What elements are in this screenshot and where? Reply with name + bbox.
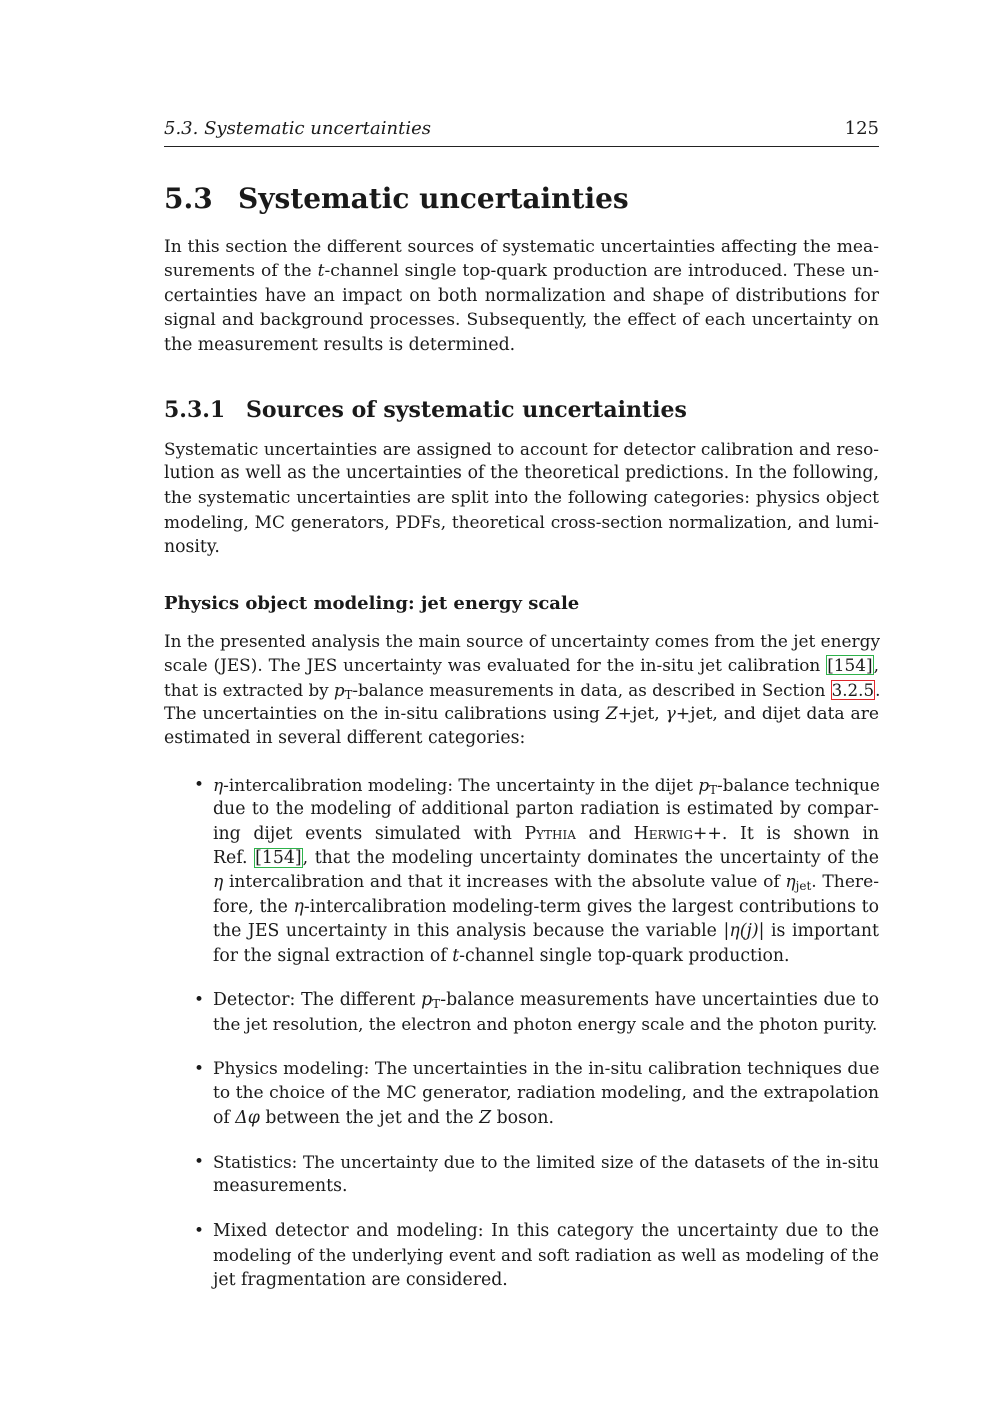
- text-line: The uncertainties on the in-situ calibrations using Z+jet, γ+jet, and dijet data are: [164, 704, 879, 725]
- text-line: modeling, MC generators, PDFs, theoretical cross-section normalization, and lumi-: [164, 512, 879, 533]
- text-line: for the signal extraction of t-channel single top-quark production.: [213, 945, 790, 966]
- list-item-statistics: [164, 1150, 879, 1199]
- bullet-icon: •: [194, 1058, 205, 1079]
- subsection-number: 5.3.1: [164, 396, 226, 423]
- text-line: Ref. [154], that the modeling uncertainty dominates the uncertainty of the: [213, 848, 879, 869]
- text-line: ing dijet events simulated with Pythia and Herwig++. It is shown in: [213, 823, 879, 844]
- subsection-heading: [164, 393, 879, 427]
- bullet-icon: •: [194, 1151, 205, 1172]
- text-line: jet fragmentation are considered.: [213, 1269, 508, 1290]
- text-line: scale (JES). The JES uncertainty was evaluated for the in-situ jet calibration [154],: [164, 655, 879, 676]
- text-line: to the choice of the MC generator, radiation modeling, and the extrapolation: [213, 1083, 879, 1104]
- text-line: Statistics: The uncertainty due to the limited size of the datasets of the in-situ: [213, 1151, 879, 1172]
- text-line: modeling of the underlying event and soft radiation as well as modeling of the: [213, 1245, 879, 1266]
- text-line: the systematic uncertainties are split into the following categories: physics object: [164, 487, 879, 508]
- section-title: Systematic uncertainties: [238, 182, 629, 215]
- running-header: [164, 118, 879, 147]
- text-line: fore, the η-intercalibration modeling-term gives the largest contributions to: [213, 896, 879, 917]
- text-line: Physics modeling: The uncertainties in the in-situ calibration techniques due: [213, 1058, 880, 1079]
- text-line: the jet resolution, the electron and photon energy scale and the photon purity.: [213, 1014, 878, 1035]
- section-number: 5.3: [164, 182, 213, 215]
- section-link-3-2-5[interactable]: 3.2.5: [831, 679, 875, 700]
- intro-paragraph: [164, 235, 879, 357]
- sources-paragraph: [164, 437, 879, 559]
- text-line: η-intercalibration modeling: The uncertainty in the dijet $p_T$-balance technique: [213, 774, 880, 797]
- text-line: due to the modeling of additional parton radiation is estimated by compar-: [213, 799, 879, 820]
- subsection-title: Sources of systematic uncertainties: [246, 396, 687, 423]
- list-item-eta-intercalibration: [164, 773, 879, 968]
- section-heading: [164, 177, 879, 221]
- text-line: η intercalibration and that it increases with the absolute value of $\eta_{jet}$. There-: [213, 872, 879, 894]
- text-line: In the presented analysis the main source of uncertainty comes from the jet energy: [164, 630, 880, 651]
- citation-link-154[interactable]: [154]: [255, 848, 302, 869]
- text-line: surements of the t-channel single top-quark production are introduced. These un-: [164, 261, 879, 282]
- bullet-icon: •: [194, 989, 205, 1010]
- page-body: [164, 118, 879, 1312]
- text-line: In this section the different sources of systematic uncertainties affecting the mea-: [164, 237, 879, 257]
- text-line: Systematic uncertainties are assigned to account for detector calibration and reso-: [164, 438, 879, 459]
- text-line: of Δφ between the jet and the Z boson.: [213, 1107, 554, 1128]
- bullet-icon: •: [194, 1220, 205, 1241]
- list-item-mixed: [164, 1219, 879, 1292]
- text-line: lution as well as the uncertainties of the theoretical predictions. In the following,: [164, 463, 879, 484]
- text-line: Detector: The different $p_T$-balance measurements have uncertainties due to: [213, 989, 879, 1011]
- text-line: estimated in several different categories:: [164, 728, 526, 749]
- text-line: the JES uncertainty in this analysis because the variable |η(j)| is important: [213, 921, 879, 942]
- text-line: measurements.: [213, 1176, 348, 1197]
- running-header-title: 5.3. Systematic uncertainties: [164, 118, 432, 139]
- page-number: 125: [844, 118, 879, 139]
- text-line: the measurement results is determined.: [164, 334, 516, 355]
- text-line: that is extracted by $p_T$-balance measurements in data, as described in Section 3.2.5.: [164, 679, 881, 702]
- bullet-icon: •: [194, 774, 205, 795]
- text-line: certainties have an impact on both normalization and shape of distributions for: [164, 285, 879, 306]
- list-item-detector: [164, 988, 879, 1037]
- citation-link-154[interactable]: [154]: [827, 655, 873, 676]
- jes-categories-list: [164, 773, 879, 1292]
- text-line: Mixed detector and modeling: In this category the uncertainty due to the: [213, 1220, 879, 1241]
- list-item-physics-modeling: [164, 1057, 879, 1130]
- text-line: nosity.: [164, 536, 220, 557]
- text-line: signal and background processes. Subsequently, the effect of each uncertainty on: [164, 310, 879, 331]
- jes-paragraph: [164, 629, 879, 751]
- paragraph-heading: Physics object modeling: jet energy scale: [164, 592, 580, 614]
